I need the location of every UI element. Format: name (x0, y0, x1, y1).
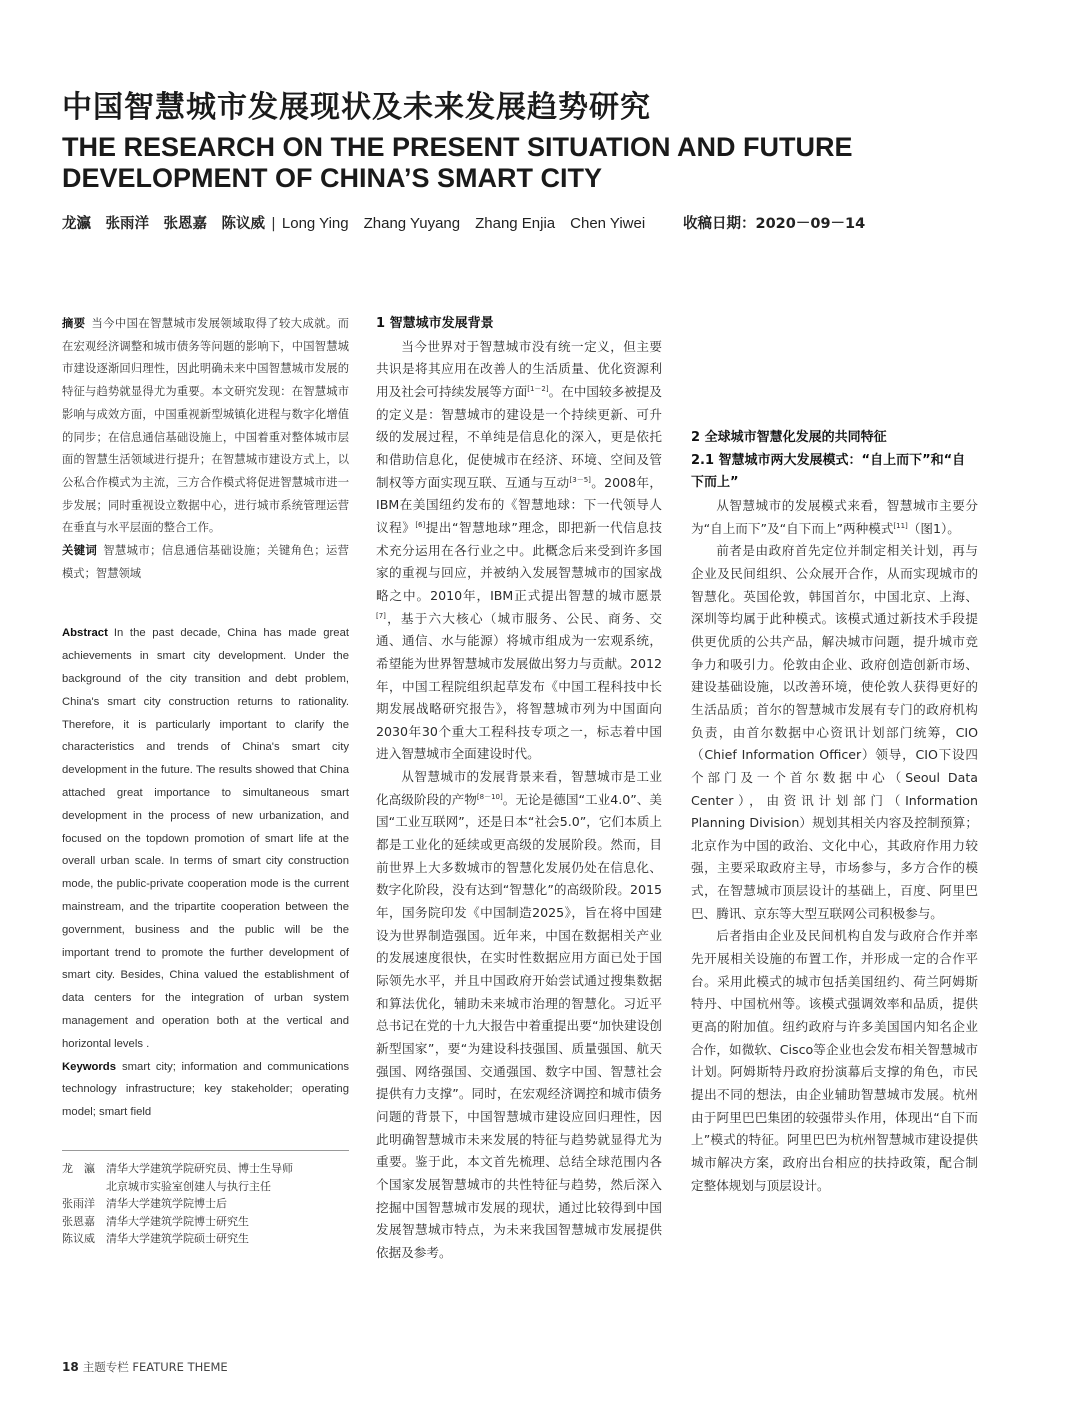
abstract-cn-label: 摘要 (62, 317, 86, 330)
footnote-name (62, 1178, 106, 1196)
section-1-heading: 1 智慧城市发展背景 (376, 316, 494, 331)
footnote-row (62, 1160, 352, 1178)
keywords-cn-label: 关键词 (62, 544, 98, 558)
title-english-line-1: THE RESEARCH ON THE PRESENT SITUATION AND FUTURE (62, 132, 853, 162)
abstract-en-label: Abstract (62, 627, 108, 640)
text-run: 当今世界对于智慧城市没有统一定义，但主要共识是将其应用在改善人的生活质量、优化资源利用及社会可持续发展等方面 (376, 338, 662, 399)
footnote-desc: 清华大学建筑学院硕士研究生 (106, 1232, 249, 1245)
section-2-paragraph-2: 前者是由政府首先定位并制定相关计划，再与企业及民间组织、公众展开合作，从而实现城市的智慧化。英国伦敦，韩国首尔，中国北京、上海、深圳等均属于此种模式。该模式通过新技术手段提供更优质的公共产品，解决城市问题，提升城市竞争力和吸引力。伦敦由企业、政府创造创新市场、建设基础设施，以改善环境，使伦敦人获得更好的生活品质；首尔的智慧城市发展有专门的政府机构负责，由首尔数据中心资讯计划部门统筹，CIO（Chief Information Officer）领导，CIO下设四个部门及一个首尔数据中心（Seoul Data Center），由资讯计划部门（Information Planning Division）规划其相关内容及控制预算；北京作为中国的政治、文化中心，其政府作用力较强，主要采取政府主导，市场参与，多方合作的模式，在智慧城市顶层设计的基础上，百度、阿里巴巴、腾讯、京东等大型互联网公司积极参与。 (691, 543, 978, 921)
citation: [1－2] (527, 384, 549, 393)
text-run: ，基于六大核心（城市服务、公民、商务、交通、通信、水与能源）将城市组成为一宏观系统，希望能为世界智慧城市发展做出努力与贡献。2012年，中国工程院组织起草发布《中国工程科技中长期发展战略研究报告》，将智慧城市列为中国面向2030年30个重大工程科技专项之一，标志着中国进入智慧城市全面建设时代。 (376, 610, 662, 762)
authors-english: Long Ying Zhang Yuyang Zhang Enjia Chen Yiwei (281, 215, 646, 232)
abstract-column (62, 313, 349, 1124)
text-run: 提出“智慧地球”理念，即把新一代信息技术充分运用在各行业之中。此概念后来受到许多国家的重视与回应，并被纳入发展智慧城市的国家战略之中。2010年，IBM正式提出智慧的城市愿景 (376, 519, 662, 603)
footnote-desc: 清华大学建筑学院博士研究生 (106, 1214, 249, 1228)
footnote-divider (62, 1150, 349, 1151)
text-run: 从智慧城市的发展模式来看，智慧城市主要分为“自上而下”及“自下而上”两种模式 (691, 497, 978, 536)
keywords-english (62, 1056, 349, 1124)
keywords-en-label: Keywords (62, 1060, 116, 1073)
section-2-heading: 2 全球城市智慧化发展的共同特征 (691, 430, 887, 445)
text-run: 。在中国较多被提及的定义是：智慧城市的建设是一个持续更新、可升级的发展过程，不单纯是信息化的深入，更是依托和借助信息化，促使城市在经济、环境、空间及管制权等方面实现互联、互通与互动 (376, 383, 663, 490)
footnote-desc: 北京城市实验室创建人与执行主任 (106, 1179, 271, 1193)
section-1-paragraph-2 (376, 766, 662, 1264)
author-footnotes (62, 1160, 352, 1248)
citation: [8－10] (476, 792, 503, 801)
author-line (62, 213, 1022, 235)
citation: [6] (415, 520, 426, 529)
text-run: 从智慧城市的发展背景来看，智慧城市是工业化高级阶段的产物 (376, 769, 662, 807)
title-english (62, 132, 1022, 194)
keywords-en-text: smart city; information and communications technology infrastructure; key stakeholder; operating model; smart field (62, 1060, 349, 1119)
footnote-desc: 清华大学建筑学院研究员、博士生导师 (106, 1162, 293, 1175)
footnote-row (62, 1230, 352, 1248)
section-label: 主题专栏 FEATURE THEME (82, 1360, 228, 1374)
text-run: 。2008年，IBM在美国纽约发布的《智慧地球：下一代领导人议程》 (376, 474, 662, 535)
footnote-name: 张恩嘉 (62, 1214, 95, 1228)
section-2-1-heading: 2.1 智慧城市两大发展模式：“自上而下”和“自下而上” (691, 452, 966, 491)
abstract-en-text: In the past decade, China has made great achievements in smart city development. Under the background of the city transition and debt problem, China's smart city construction returns to rationality. Therefore, it is particularly important to clarify the characteristics and trends of China's smart city development in the future. The results showed that China attached great importance to simultaneous smart development in the process of new urbanization, and focused on the topdown promotion of smart life at the overall urban scale. In terms of smart city construction mode, the public-private cooperation mode is the current mainstream, and the tripartite cooperation between the government, business and the public will be the important trend to promote the further development of smart city. Besides, China valued the establishment of data centers for the integration of urban system management and operation both at the vertical and horizontal levels . (62, 627, 349, 1050)
received-date-label: 收稿日期： (683, 216, 756, 232)
footnote-desc: 清华大学建筑学院博士后 (106, 1197, 227, 1210)
footnote-row (62, 1195, 352, 1213)
citation: [11] (893, 521, 908, 530)
text-run: （图1）。 (907, 520, 960, 536)
page-number: 18 (62, 1360, 79, 1374)
received-date-value: 2020－09－14 (755, 216, 866, 232)
page-footer (62, 1359, 228, 1375)
body-column-2 (376, 313, 662, 1265)
footnote-name: 张雨洋 (62, 1197, 95, 1210)
abstract-chinese (62, 313, 349, 540)
footnote-row (62, 1213, 352, 1231)
received-date (683, 213, 865, 235)
keywords-chinese (62, 540, 349, 585)
abstract-english (62, 622, 349, 1055)
keywords-cn-text: 智慧城市；信息通信基础设施；关键角色；运营模式；智慧领域 (62, 544, 349, 580)
text-run: 。无论是德国“工业4.0”、美国“工业互联网”，还是日本“社会5.0”，它们本质上都是工业化的延续或更高级的发展阶段。然而，目前世界上大多数城市的智慧化发展仍处在信息化、数字化阶段，没有达到“智慧化”的高级阶段。2015年，国务院印发《中国制造2025》，旨在将中国建设为世界制造强国。近年来，中国在数据相关产业的发展速度很快，在实时性数据应用方面已处于国际领先水平，并且中国政府开始尝试通过搜集数据和算法优化，辅助未来城市治理的智慧化。习近平总书记在党的十九大报告中着重提出要“加快建设创新型国家”，要“为建设科技强国、质量强国、航天强国、网络强国、交通强国、数字中国、智慧社会提供有力支撑”。同时，在宏观经济调控和城市债务问题的背景下，中国智慧城市建设应回归理性，因此明确智慧城市未来发展的特征与趋势就显得尤为重要。鉴于此，本文首先梳理、总结全球范围内各个国家发展智慧城市的共性特征与趋势，然后深入挖掘中国智慧城市发展的现状，通过比较得到中国发展智慧城市特点，为未来我国智慧城市发展提供依据及参考。 (376, 791, 663, 1260)
section-2-paragraph-1 (691, 495, 978, 540)
footnote-name: 陈议威 (62, 1232, 95, 1245)
section-2-paragraph-3: 后者指由企业及民间机构自发与政府合作并率先开展相关设施的布置工作，并形成一定的合作平台。采用此模式的城市包括美国纽约、荷兰阿姆斯特丹、中国杭州等。该模式强调效率和品质，提供更高的附加值。纽约政府与许多美国国内知名企业合作，如微软、Cisco等企业也会发布相关智慧城市计划。阿姆斯特丹政府扮演幕后支撑的角色，市民提出不同的想法，由企业辅助智慧城市发展。杭州由于阿里巴巴集团的较强带头作用，体现出“自下而上”模式的特征。阿里巴巴为杭州智慧城市建设提供城市解决方案，政府出台相应的扶持政策，配合制定整体规划与顶层设计。 (691, 928, 978, 1193)
title-english-line-2: DEVELOPMENT OF CHINA’S SMART CITY (62, 163, 603, 193)
footnote-name: 龙 瀛 (62, 1162, 95, 1175)
citation: [7] (376, 611, 386, 620)
title-chinese: 中国智慧城市发展现状及未来发展趋势研究 (62, 90, 651, 125)
footnote-row (62, 1178, 352, 1196)
body-column-3 (691, 427, 978, 1197)
section-1-paragraph-1 (376, 336, 662, 766)
authors-chinese: 龙瀛 张雨洋 张恩嘉 陈议威 (62, 216, 265, 232)
abstract-cn-text: 当今中国在智慧城市发展领域取得了较大成就。而在宏观经济调整和城市债务等问题的影响下，中国智慧城市建设逐渐回归理性，因此明确未来中国智慧城市发展的特征与趋势就显得尤为重要。本文研究发现：在智慧城市影响与成效方面，中国重视新型城镇化进程与数字化增值的同步；在信息通信基础设施上，中国着重对整体城市层面的智慧生活领域进行提升；在智慧城市建设方式上，以公私合作模式为主流，三方合作模式将促进智慧城市进一步发展；同时重视设立数据中心，进行城市系统管理运营在垂直与水平层面的整合工作。 (62, 317, 349, 535)
author-separator: | (271, 216, 276, 232)
citation: [3－5] (569, 475, 591, 484)
